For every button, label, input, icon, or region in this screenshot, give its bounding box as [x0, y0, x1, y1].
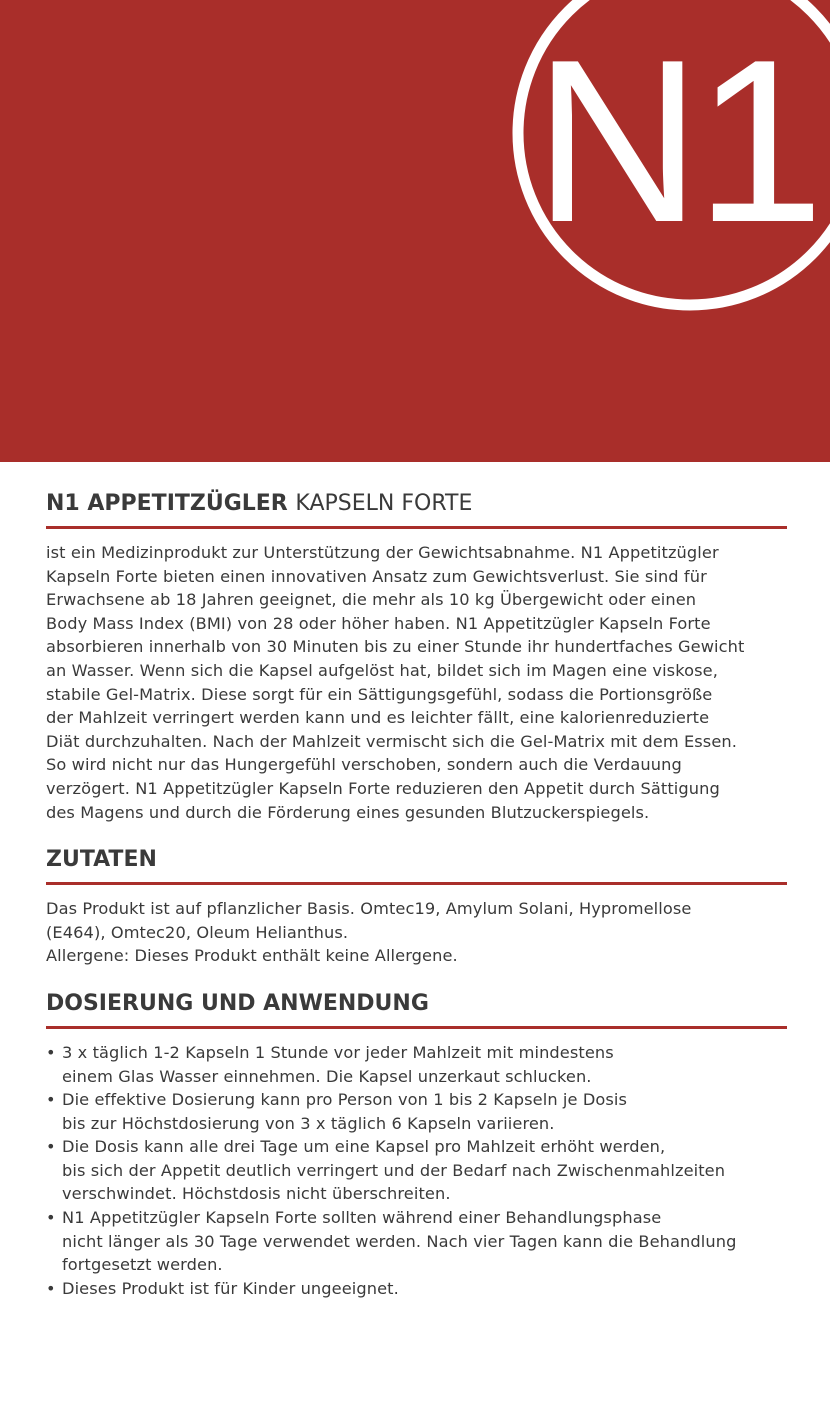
- ingredients-section: [46, 846, 787, 968]
- product-title-bold: N1 APPETITZÜGLER: [46, 491, 288, 516]
- ingredients-text: Das Produkt ist auf pflanzlicher Basis. Omtec19, Amylum Solani, Hypromellose (E464), Omtec20, Oleum Helianthus. Allergene: Dieses Produkt enthält keine Allergene.: [46, 899, 692, 966]
- list-item: • 3 x täglich 1-2 Kapseln 1 Stunde vor jeder Mahlzeit mit mindestens einem Glas Wasser einnehmen. Die Kapsel unzerkaut schlucken.: [46, 1042, 614, 1086]
- bullet-icon: •: [46, 1137, 56, 1157]
- dosage-section: [46, 990, 787, 1301]
- list-item: • Die Dosis kann alle drei Tage um eine Kapsel pro Mahlzeit erhöht werden, bis sich der Appetit deutlich verringert und der Bedarf nach Zwischenmahlzeiten verschwindet. Höchstdosis nicht überschreiten.: [46, 1137, 726, 1204]
- bullet-icon: •: [46, 1090, 56, 1110]
- content: [46, 490, 787, 1300]
- hero-banner: [0, 0, 830, 462]
- intro-section: [46, 490, 787, 824]
- n1-logo: [0, 0, 830, 462]
- bullet-icon: •: [46, 1042, 56, 1062]
- intro-text: ist ein Medizinprodukt zur Unterstützung der Gewichtsabnahme. N1 Appetitzügler Kapseln Forte bieten einen innovativen Ansatz zum Gewichtsverlust. Sie sind für Erwachsene ab 18 Jahren geeignet, die mehr als 10 kg Übergewicht oder einen Body Mass Index (BMI) von 28 oder höher haben. N1 Appetitzügler Kapseln Forte absorbieren innerhalb von 30 Minuten bis zu einer Stunde ihr hundertfaches Gewicht an Wasser. Wenn sich die Kapsel aufgelöst hat, bildet sich im Magen eine viskose, stabile Gel-Matrix. Diese sorgt für ein Sättigungsgefühl, sodass die Portionsgröße der Mahlzeit verringert werden kann und es leichter fällt, eine kalorienreduzierte Diät durchzuhalten. Nach der Mahlzeit vermischt sich die Gel-Matrix mit dem Essen. So wird nicht nur das Hungergefühl verschoben, sondern auch die Verdauung verzögert. N1 Appetitzügler Kapseln Forte reduzieren den Appetit durch Sättigung des Magens und durch die Förderung eines gesunden Blutzuckerspiegels.: [46, 543, 745, 822]
- list-item: • Die effektive Dosierung kann pro Person von 1 bis 2 Kapseln je Dosis bis zur Höchstdosierung von 3 x täglich 6 Kapseln variieren.: [46, 1090, 628, 1133]
- product-title-light: KAPSELN FORTE: [295, 491, 473, 516]
- list-item: • N1 Appetitzügler Kapseln Forte sollten während einer Behandlungsphase nicht länger als 30 Tage verwendet werden. Nach vier Tagen kann die Behandlung fortgesetzt werden.: [46, 1208, 737, 1275]
- list-item: • Dieses Produkt ist für Kinder ungeeignet.: [46, 1277, 787, 1301]
- product-title: [46, 490, 787, 529]
- dosage-list: [46, 1041, 787, 1301]
- bullet-icon: •: [46, 1208, 56, 1228]
- bullet-icon: •: [46, 1278, 56, 1298]
- dosage-title: DOSIERUNG UND ANWENDUNG: [46, 990, 787, 1029]
- ingredients-title: ZUTATEN: [46, 846, 787, 885]
- logo-text: N1: [533, 12, 819, 271]
